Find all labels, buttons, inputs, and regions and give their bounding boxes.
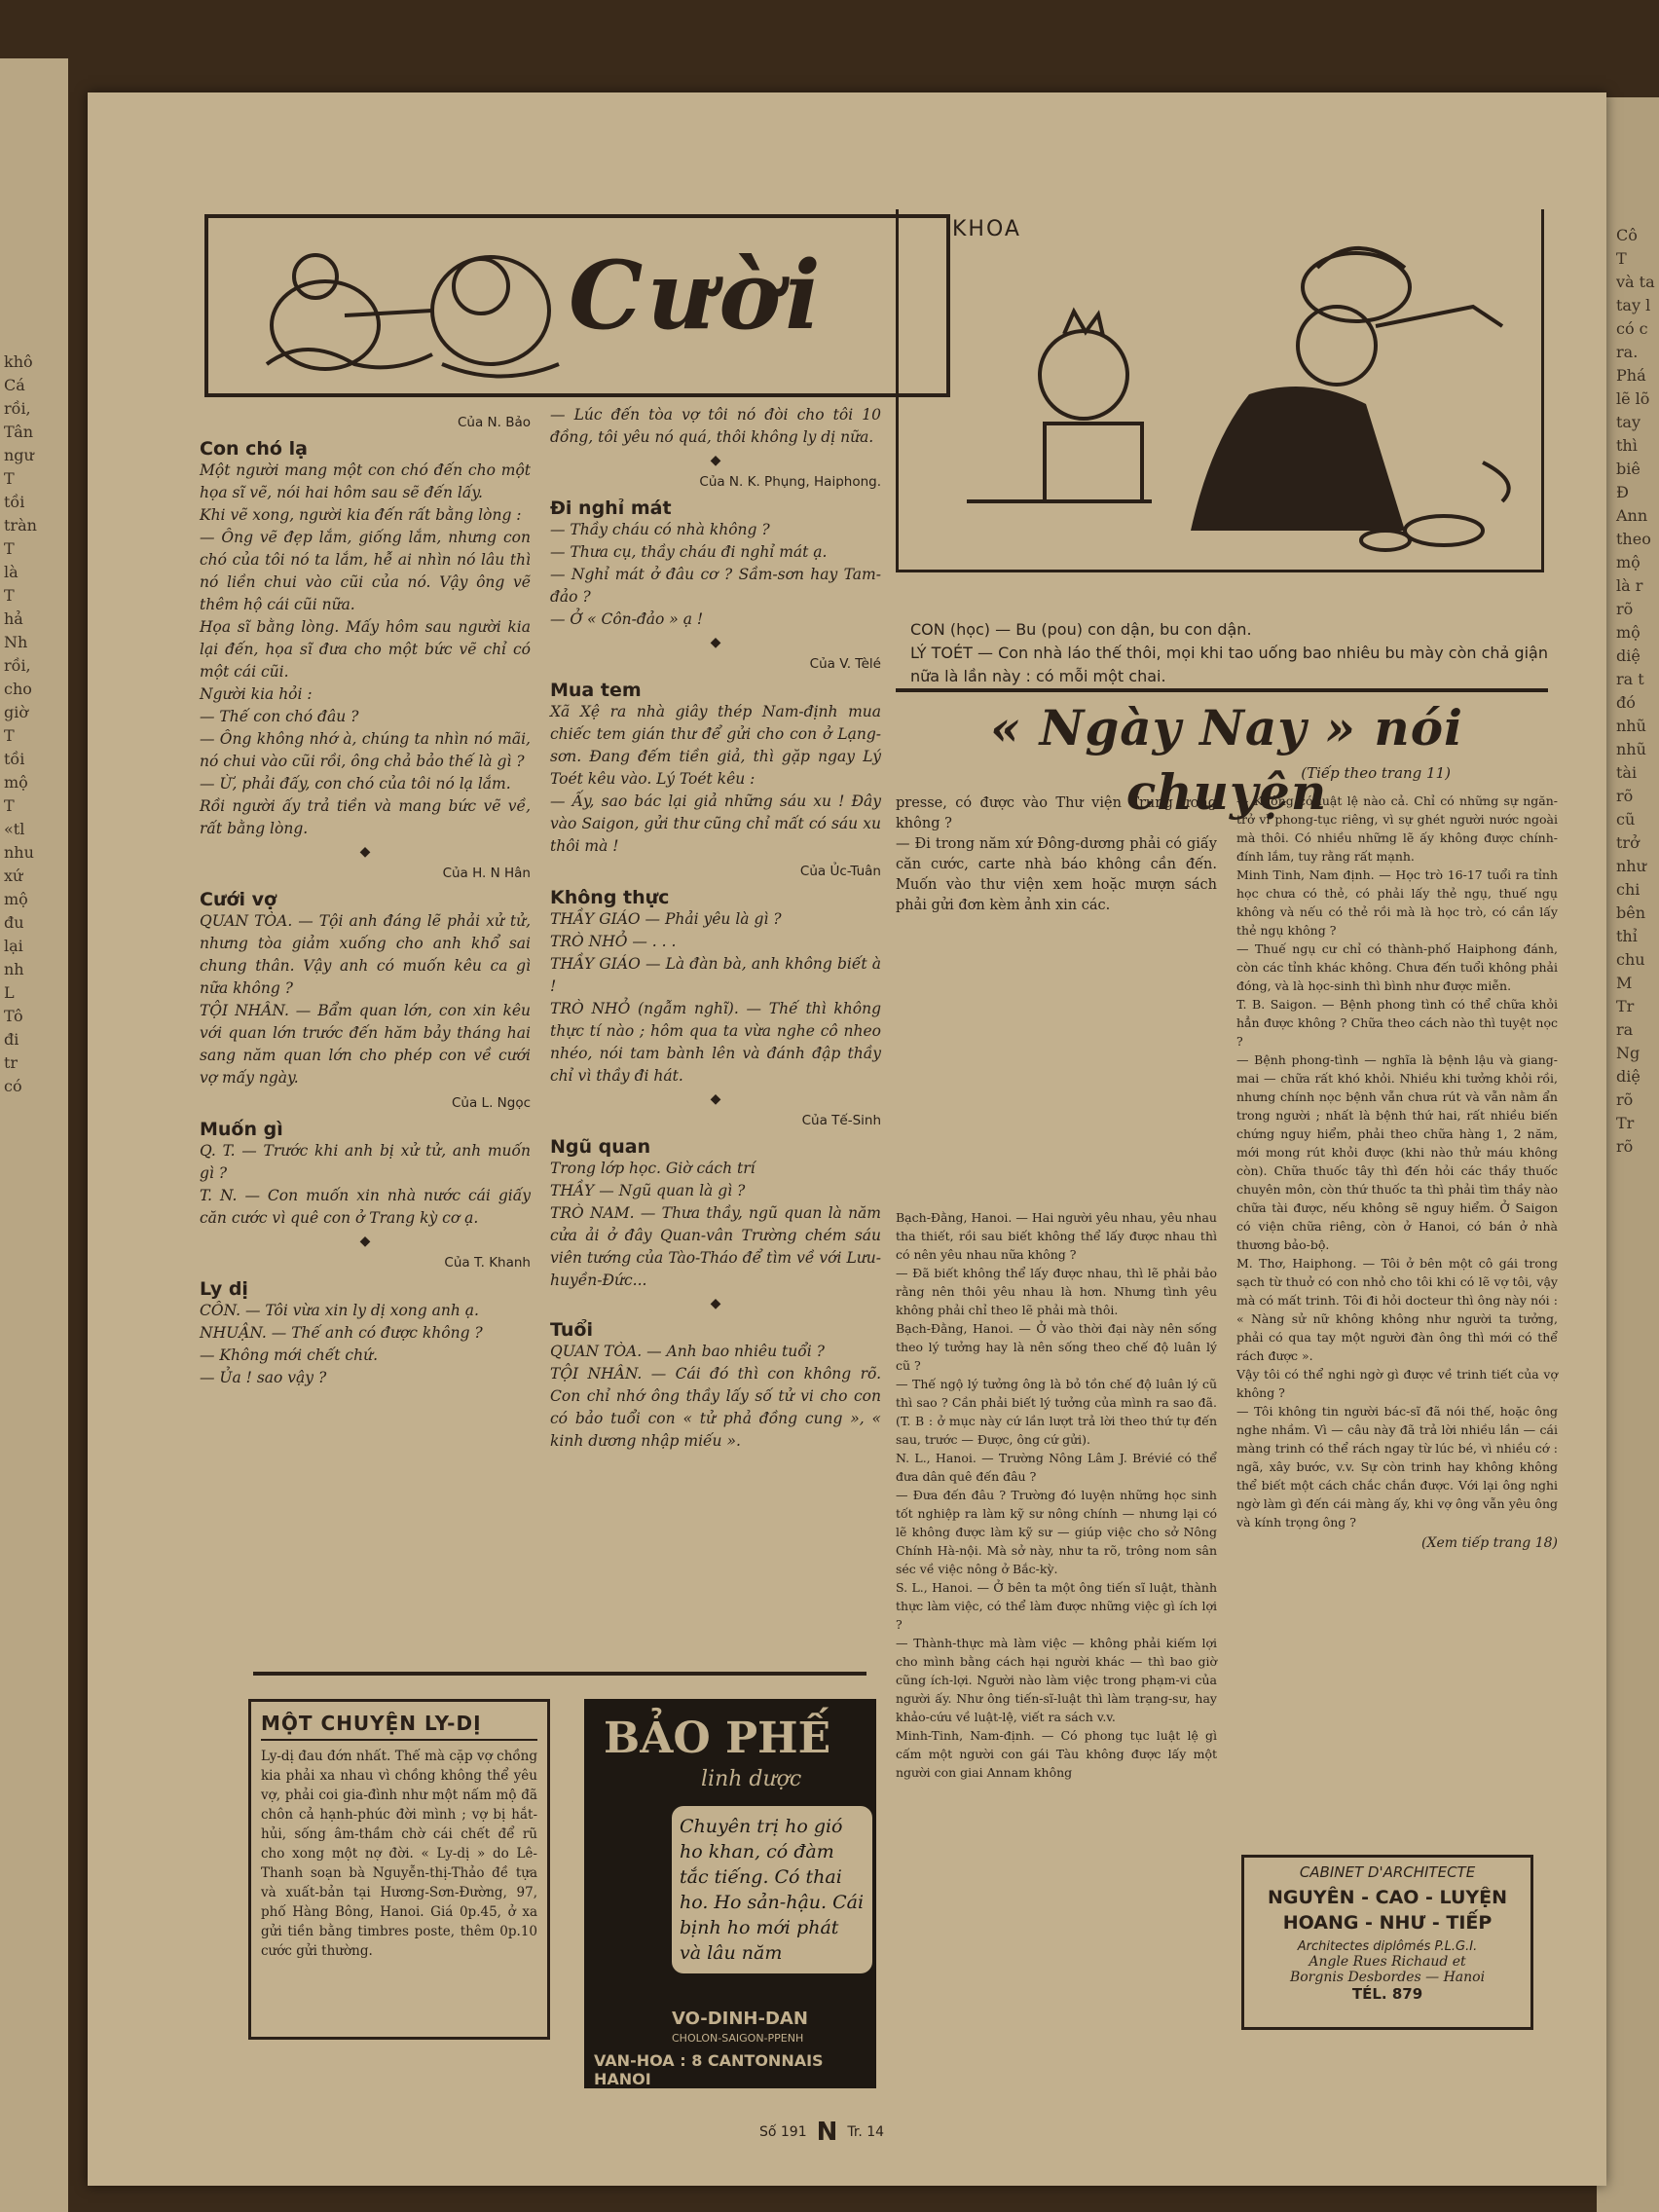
edge-fragment: rõ xyxy=(1616,787,1634,805)
masthead-title: Cười xyxy=(569,240,825,350)
cartoon-caption-1: CON (học) — Bu (pou) con dận, bu con dận. xyxy=(910,620,1252,639)
story-body: Một người mang một con chó đến cho một họa sĩ vẽ, nói hai hôm sau sẽ đến lấy. Khi vẽ xong, người kia đến rất bằng lòng : — Ông vẽ đẹp lắm, giống lắm, nhưng con chó của tôi nó ta lắm, hễ ai nhìn nó lâu thì nó liền chui vào cũi của nó. Vậy ông vẽ thêm hộ cái cũi nữa. Họa sĩ bằng lòng. Mấy hôm sau người kia lại đến, họa sĩ đưa cho một bức vẽ chỉ có một cái cũi. Người kia hỏi : — Thế con chó đâu ? — Ông không nhớ à, chúng ta nhìn nó mãi, nó chui vào cũi rồi, ông chả bảo thế là gì ? — Ừ, phải đấy, con chó của tôi nó lạ lắm. Rồi người ấy trả tiền và mang bức vẽ về, rất bằng lòng. xyxy=(200,461,531,837)
story-title: Ngũ quan xyxy=(550,1136,651,1158)
arch-line: Borgnis Desbordes — Hanoi xyxy=(1289,1970,1486,1985)
edge-fragment: theo xyxy=(1616,530,1651,548)
edge-fragment: xứ xyxy=(4,866,23,885)
edge-fragment: tr xyxy=(4,1053,18,1072)
edge-fragment: T xyxy=(1616,249,1627,268)
edge-fragment: L xyxy=(4,983,15,1002)
humor-column-1 xyxy=(200,409,531,1389)
edge-fragment: Tr xyxy=(1616,997,1635,1015)
story-title: Ly dị xyxy=(200,1278,248,1300)
rule xyxy=(896,688,1548,692)
edge-fragment: Tr xyxy=(1616,1114,1635,1132)
story-body: Xã Xệ ra nhà giây thép Nam-định mua chiếc tem gián thư để gửi cho con ở Lạng-sơn. Đang đếm tiền giả, thì gặp ngay Lý Toét kêu vào. Lý Toét kêu : — Ấy, sao bác lại giả những sáu xu ! Đây vào Saigon, gửi thư cũng chỉ mất có sáu xu thôi mà ! xyxy=(550,703,881,855)
ngaynay-title: « Ngày Nay » nói chuyện xyxy=(989,699,1464,821)
separator-diamond: ◆ xyxy=(710,1091,721,1107)
edge-fragment: cũ xyxy=(1616,810,1636,829)
edge-fragment: T xyxy=(4,726,15,745)
edge-fragment: Tân xyxy=(4,423,34,441)
qa-text: — Không có luật lệ nào cả. Chỉ có những sự ngăn-trở vì phong-tục riêng, vì sự ghét người nước ngoài mà thôi. Có nhiều những lẽ ấy không được chính-đính lắm, tuy rằng rất mạnh. Minh Tinh, Nam định. — Học trò 16-17 tuổi ra tỉnh học chưa có thẻ, có phải lấy thẻ ngụ, thuế ngụ không và nếu có thẻ rồi mà là học trò, có cần lấy thẻ ngụ không ? — Thuế ngụ cư chỉ có thành-phố Haiphong đánh, còn các tỉnh khác không. Chưa đến tuổi không phải đóng, và là học-sinh thì bình như được miễn. T. B. Saigon. — Bệnh phong tình có thể chữa khỏi hẳn được không ? Chữa theo cách nào thì tuyệt nọc ? — Bệnh phong-tình — nghĩa là bệnh lậu và giang-mai — chữa rất khó khỏi. Nhiều khi tưởng khỏi rồi, nhưng chính nọc bệnh vẫn chưa rút và vẫn nằm ẩn trong người ; nhất là bệnh thứ hai, rất nhiều biến chứng nguy hiểm, phải theo chữa hàng 1, 2 năm, mới mong rút khỏi được (khi nào thử máu không còn). Chữa thuốc tây thì đến hỏi các thầy thuốc chuyên môn, còn thứ thuốc ta thì phải tìm thầy nào chữa tài được, nếu không sẽ nguy hiểm. Ở Saigon có viện chữa riêng, còn ở Hanoi, có bán ở nhà thương bảo-bộ. M. Thơ, Haiphong. — Tôi ở bên một cô gái trong sạch từ thuở có con nhỏ cho tôi khi có lẽ vợ tôi, vậy mà có mất trinh. Tôi đi hỏi docteur thì ông này nói : « Nàng sử nữ không không như người ta tưởng, phải có qua tay một người đàn ông thì mới có thể rách được ». Vậy tôi có thể nghi ngờ gì được về trinh tiết của vợ không ? — Tôi không tin người bác-sĩ đã nói thế, hoặc ông nghe nhầm. Vì — câu này đã trả lời nhiều lần — cái màng trinh có thể rách ngay từ lúc bé, vì nhiều cớ : ngã, xây bước, v.v. Sự còn trinh hay không không thể biết một cách chắc chắn được. Với lại ông nghi ngờ làm gì đến cái màng ấy, khi vợ ông vẫn yêu ông và kính trọng ông ? xyxy=(1236,793,1558,1530)
edge-fragment: mộ xyxy=(1616,623,1641,642)
edge-fragment: ra xyxy=(1616,1020,1634,1039)
left-edge-text xyxy=(4,350,58,1098)
cartoon-illustration xyxy=(899,209,1531,560)
byline: Của H. N Hân xyxy=(442,866,531,881)
story-title: Muốn gì xyxy=(200,1119,283,1140)
edge-fragment: tay l xyxy=(1616,296,1651,314)
story-title: Mua tem xyxy=(550,680,642,701)
edge-fragment: đu xyxy=(4,913,24,932)
qa-text: presse, có được vào Thư viện Trung ương không ? — Đi trong năm xứ Đông-dương phải có giấy căn cước, carte nhà báo không cần đến. Muốn vào thư viện xem hoặc mượn sách phải gửi đơn kèm ảnh xin các. xyxy=(896,795,1217,913)
edge-fragment: Cô xyxy=(1616,226,1638,244)
edge-fragment: có xyxy=(4,1077,22,1095)
arch-line: Architectes diplômés P.L.G.I. xyxy=(1297,1939,1478,1954)
edge-fragment: ngư xyxy=(4,446,34,464)
edge-fragment: rồi, xyxy=(4,399,31,418)
edge-fragment: mộ xyxy=(4,773,28,792)
edge-fragment: diệ xyxy=(1616,646,1641,665)
edge-fragment: chi xyxy=(1616,880,1641,899)
ad-baophe-address2: VAN-HOA : 8 CANTONNAIS HANOI xyxy=(594,2051,824,2088)
story-body: QUAN TÒA. — Tội anh đáng lẽ phải xử tử, nhưng tòa giảm xuống cho anh khổ sai chung thân. Vậy anh có muốn kêu ca gì nữa không ? TỘI NHÂN. — Bẩm quan lớn, con xin kêu với quan lớn trước đến hăm bảy tháng hai sang năm quan lớn cho phép con về cưới vợ mấy ngày. xyxy=(200,912,531,1087)
edge-fragment: T xyxy=(4,539,15,558)
qa-text: Bạch-Đằng, Hanoi. — Hai người yêu nhau, yêu nhau tha thiết, rồi sau biết không thể lấy được nhau thì có nên yêu nhau nữa không ? — Đã biết không thể lấy được nhau, thì lẽ phải bảo rằng nên thôi yêu nhau là hơn. Nhưng tình yêu không phải chỉ theo lẽ phải mà thôi. Bạch-Đằng, Hanoi. — Ở vào thời đại này nên sống theo lý tưởng hay là nên sống theo chế độ luân lý cũ ? — Thế ngộ lý tưởng ông là bỏ tồn chế độ luân lý cũ thì sao ? Cần phải biết lý tưởng của mình ra sao đã. (T. B : ở mục này cứ lần lượt trả lời theo thứ tự đến sau, trước — Được, ông cứ gửi). N. L., Hanoi. — Trường Nông Lâm J. Brévié có thể đưa dân quê đến đâu ? — Đưa đến đâu ? Trường đó luyện những học sinh tốt nghiệp ra làm kỹ sư nông chính — nhưng lại có lẽ không được làm kỹ sư — giúp việc cho sở Nông Chính Hà-nội. Mà sở này, như ta rõ, trông nom sân séc về việc nông ở Bắc-kỳ. S. L., Hanoi. — Ở bên ta một ông tiến sĩ luật, thành thực làm việc, có thể làm được những việc gì ích lợi ? — Thành-thực mà làm việc — không phải kiếm lợi cho mình bằng cách hại người khác — thì bao giờ cũng ích-lợi. Người nào làm việc trong phạm-vi của người ấy. Như ông tiến-sĩ-luật thì làm trạng-sư, hay khảo-cứu về luật-lệ, viết ra sách v.v. Minh-Tinh, Nam-định. — Có phong tục luật lệ gì cấm một người con gái Tàu không được lấy một người con giai Annam không xyxy=(896,1210,1217,1780)
edge-fragment: Cá xyxy=(4,376,25,394)
edge-fragment: ra t xyxy=(1616,670,1644,688)
edge-fragment: Phá xyxy=(1616,366,1646,385)
story-body: — Thầy cháu có nhà không ? — Thưa cụ, thầy cháu đi nghỉ mát ạ. — Nghỉ mát ở đâu cơ ? Sầm-sơn hay Tam-đảo ? — Ở « Côn-đảo » ạ ! xyxy=(550,521,881,628)
ngaynay-column-b xyxy=(1236,792,1558,1551)
edge-fragment: tay xyxy=(1616,413,1641,431)
edge-fragment: bên xyxy=(1616,903,1646,922)
edge-fragment: lại xyxy=(4,937,23,955)
edge-fragment: lẽ lõ xyxy=(1616,389,1650,408)
rule xyxy=(253,1672,866,1676)
arch-line: TÉL. 879 xyxy=(1351,1985,1423,2003)
edge-fragment: nhũ xyxy=(1616,740,1646,758)
arch-line: CABINET D'ARCHITECTE xyxy=(1299,1863,1476,1881)
edge-fragment: đi xyxy=(4,1030,19,1049)
separator-diamond: ◆ xyxy=(359,1234,371,1249)
edge-fragment: và ta xyxy=(1616,273,1655,291)
story-body: QUAN TÒA. — Anh bao nhiêu tuổi ? TỘI NHÂN. — Cái đó thì con không rõ. Con chỉ nhớ ông thầy lấy số tử vi cho con có bảo tuổi con « tử phả đồng cung », « kinh dương nhập miếu ». xyxy=(550,1343,881,1450)
edge-fragment: M xyxy=(1616,974,1633,992)
ad-lydi-body: Ly-dị đau đớn nhất. Thế mà cặp vợ chồng kia phải xa nhau vì chồng không thể yêu vợ, phải coi gia-đình như một nấm mộ đã chôn cả hạnh-phúc đời mình ; vợ bị hắt-hủi, sống âm-thầm chờ cái chết để rũ cho xong một nợ đời. « Ly-dị » do Lê-Thanh soạn bà Nguyễn-thị-Thảo đề tựa và xuất-bản tại Hương-Sơn-Đường, 97, phố Hàng Bông, Hanoi. Giá 0p.45, ở xa gửi tiền bằng timbres poste, thêm 0p.10 cước gửi thường. xyxy=(261,1749,537,1959)
edge-fragment: thì xyxy=(1616,436,1638,455)
byline: Của N. Bảo xyxy=(457,415,531,430)
ad-lydi xyxy=(248,1699,550,2040)
edge-fragment: tràn xyxy=(4,516,37,535)
edge-fragment: là r xyxy=(1616,576,1643,595)
issue-number: Số 191 xyxy=(759,2124,807,2140)
byline: Của Ủc-Tuân xyxy=(799,864,881,879)
edge-fragment: T xyxy=(4,796,15,815)
byline: Của L. Ngọc xyxy=(452,1095,531,1111)
ad-baophe-maker: VO-DINH-DAN xyxy=(672,2009,808,2029)
edge-fragment: khô xyxy=(4,352,33,371)
story-body: — Lúc đến tòa vợ tôi nó đòi cho tôi 10 đồng, tôi yêu nó quá, thôi không ly dị nữa. xyxy=(550,406,881,446)
edge-fragment: Tô xyxy=(4,1007,23,1025)
edge-fragment: rõ xyxy=(1616,600,1634,618)
newspaper-page xyxy=(88,92,1606,2186)
story-body: CÔN. — Tôi vừa xin ly dị xong anh ạ. NHUẬN. — Thế anh có được không ? — Không mới chết chứ. — Ủa ! sao vậy ? xyxy=(200,1302,483,1386)
ad-baophe-address1: CHOLON-SAIGON-PPENH xyxy=(672,2032,804,2045)
edge-fragment: chu xyxy=(1616,950,1645,969)
separator-diamond: ◆ xyxy=(710,453,721,468)
ad-architect xyxy=(1241,1855,1533,2030)
ad-baophe-sub: linh dược xyxy=(701,1767,802,1791)
edge-fragment: là xyxy=(4,563,18,581)
edge-fragment: Ng xyxy=(1616,1044,1641,1062)
byline: Của T. Khanh xyxy=(444,1255,531,1271)
edge-fragment: như xyxy=(1616,857,1646,875)
ngaynay-column-a xyxy=(896,793,1217,1782)
separator-diamond: ◆ xyxy=(710,635,721,650)
edge-fragment: tồi xyxy=(4,493,25,511)
ad-lydi-title: MỘT CHUYỆN LY-DỊ xyxy=(261,1712,537,1741)
page-number: Tr. 14 xyxy=(847,2124,885,2140)
story-title: Tuổi xyxy=(550,1319,593,1341)
edge-fragment: T xyxy=(4,469,15,488)
story-title: Đi nghỉ mát xyxy=(550,498,672,519)
edge-fragment: thỉ xyxy=(1616,927,1638,945)
story-body: THẦY GIÁO — Phải yêu là gì ? TRÒ NHỎ — . . . THẦY GIÁO — Là đàn bà, anh không biết à ! TRÒ NHỎ (ngẫm nghĩ). — Thế thì không thực tí nào ; hôm qua ta vừa nghe cô nheo nhéo, nói tam bành lên và đánh đập thầy chỉ vì thầy đi hát. xyxy=(550,910,881,1085)
humor-column-2 xyxy=(550,404,881,1453)
separator-diamond: ◆ xyxy=(710,1296,721,1311)
edge-fragment: T xyxy=(4,586,15,605)
edge-fragment: mộ xyxy=(4,890,28,908)
story-body: Q. T. — Trước khi anh bị xử tử, anh muốn gì ? T. N. — Con muốn xin nhà nước cái giấy căn cước vì quê con ở Trang kỳ cơ ạ. xyxy=(200,1142,531,1227)
arch-line: NGUYÊN - CAO - LUYỆN xyxy=(1267,1887,1508,1908)
cartoon-caption-2: LÝ TOÉT — Con nhà láo thế thôi, mọi khi tao uống bao nhiêu bu mày còn chả giận nữa là lần này : có mỗi một chai. xyxy=(910,644,1548,685)
edge-fragment: mộ xyxy=(1616,553,1641,571)
humor-masthead xyxy=(204,214,950,397)
edge-fragment: rõ xyxy=(1616,1137,1634,1156)
story-title: Con chó lạ xyxy=(200,438,308,460)
continued-note: (Xem tiếp trang 18) xyxy=(1421,1535,1558,1551)
edge-fragment: có c xyxy=(1616,319,1648,338)
edge-fragment: đó xyxy=(1616,693,1636,712)
story-title: Không thực xyxy=(550,887,670,908)
arch-line: HOANG - NHƯ - TIẾP xyxy=(1282,1912,1493,1934)
story-body: Trong lớp học. Giờ cách trí THẦY — Ngũ quan là gì ? TRÒ NAM. — Thưa thầy, ngũ quan là năm cửa ải ở đây Quan-vân Trường chém sáu viên tướng của Tào-Tháo để tìm về với Lưu-huyền-Đức... xyxy=(550,1160,881,1289)
edge-fragment: giờ xyxy=(4,703,28,721)
edge-fragment: Đ xyxy=(1616,483,1629,501)
edge-fragment: hả xyxy=(4,609,23,628)
edge-fragment: biê xyxy=(1616,460,1641,478)
separator-diamond: ◆ xyxy=(359,844,371,860)
ad-baophe-brand: BẢO PHẾ xyxy=(604,1714,831,1763)
edge-fragment: rồi, xyxy=(4,656,31,675)
byline: Của V. Tèlé xyxy=(809,656,881,672)
edge-fragment: Ann xyxy=(1616,506,1648,525)
cartoon-box xyxy=(896,209,1544,572)
arch-line: Angle Rues Richaud et xyxy=(1309,1954,1466,1970)
edge-fragment: nhũ xyxy=(1616,717,1646,735)
edge-fragment: tồi xyxy=(4,750,25,768)
byline: Của Tế-Sinh xyxy=(801,1113,881,1128)
footer xyxy=(759,2118,1051,2147)
edge-fragment: cho xyxy=(4,680,32,698)
edge-fragment: ra. xyxy=(1616,343,1639,361)
edge-fragment: Nh xyxy=(4,633,28,651)
edge-fragment: rõ xyxy=(1616,1090,1634,1109)
edge-fragment: «tl xyxy=(4,820,25,838)
byline: Của N. K. Phụng, Haiphong. xyxy=(699,474,881,490)
story-title: Cưới vợ xyxy=(200,889,277,910)
edge-fragment: nh xyxy=(4,960,24,978)
edge-fragment: diệ xyxy=(1616,1067,1641,1086)
cartoon-caption xyxy=(910,618,1553,688)
footer-logo: N xyxy=(816,2118,838,2147)
edge-fragment: trở xyxy=(1616,833,1640,852)
ad-baophe-slogan: Chuyên trị ho gió ho khan, có đàm tắc tiếng. Có thai ho. Ho sản-hậu. Cái bịnh ho mới phát và lâu năm xyxy=(672,1806,872,1973)
ngaynay-subtitle: (Tiếp theo trang 11) xyxy=(1301,764,1451,782)
right-edge-text xyxy=(1616,224,1659,1159)
ad-baophe xyxy=(584,1699,876,2088)
cartoon-signature: KHOA xyxy=(952,217,1021,241)
edge-fragment: nhu xyxy=(4,843,34,862)
edge-fragment: tài xyxy=(1616,763,1638,782)
